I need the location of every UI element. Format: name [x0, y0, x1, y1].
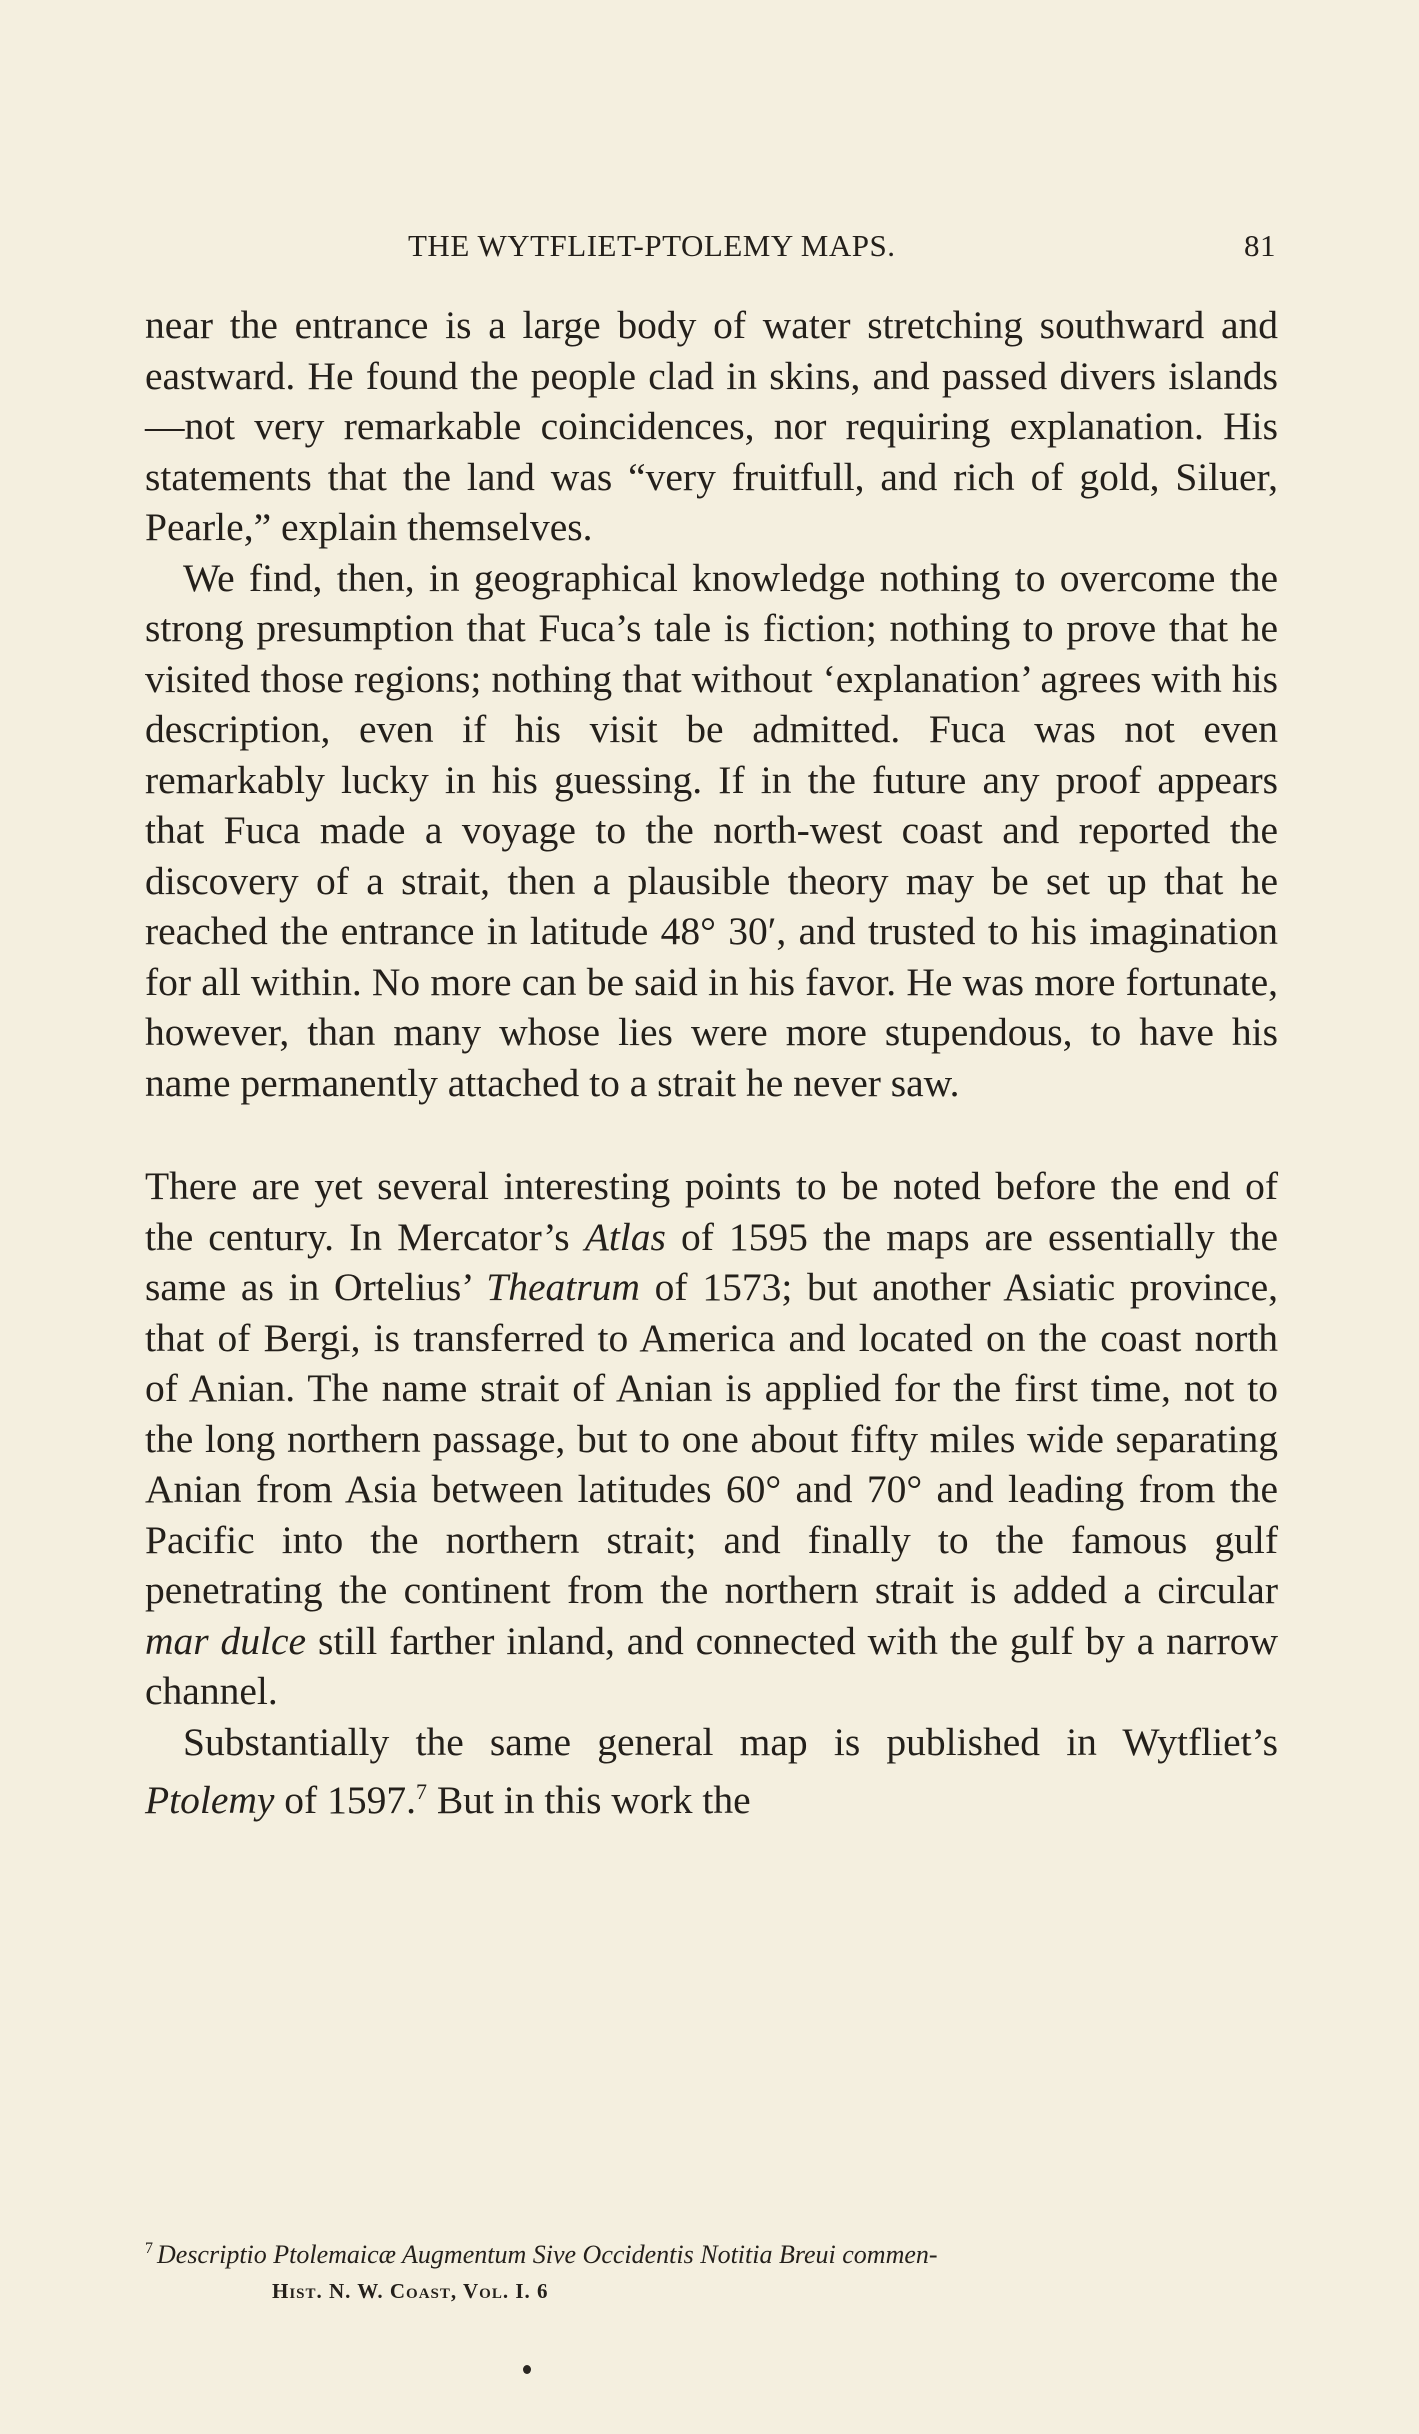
paragraph-3-part-c: of 1573; but another Asiatic province, that of Bergi, is transferred to America and located on the coast north of Anian. The name strait of Anian is applied for the first time, not to the long northern passage, but to one about fifty miles wide separating Anian from Asia between latitudes 60° and 70° and leading from the Pacific into the northern strait; and finally to the famous gulf penetrating the continent from the northern strait is added a circular	[145, 1265, 1278, 1612]
ptolemy-title: Ptolemy	[145, 1778, 275, 1823]
paragraph-4-part-a: Substantially the same general map is published in Wytfliet’s	[183, 1719, 1278, 1764]
running-title: THE WYTFLIET-PTOLEMY MAPS.	[408, 228, 896, 263]
paragraph-1: near the entrance is a large body of water stretching southward and eastward. He found the people clad in skins, and passed divers islands—not very remarkable coincidences, nor requiring explanation. His statements that the land was “very fruitfull, and rich of gold, Siluer, Pearle,” explain themselves.	[145, 303, 1278, 549]
footnote-text: Descriptio Ptolemaicæ Augmentum Sive Occidentis Notitia Breui commen-	[157, 2240, 938, 2269]
paragraph-3-part-d: still farther inland, and connected with the gulf by a narrow channel.	[145, 1618, 1279, 1713]
paragraph-3-part-b: of 1595 the maps are essentially the same as in Ortelius’	[145, 1214, 1278, 1309]
atlas-title: Atlas	[584, 1214, 666, 1259]
main-text	[145, 300, 1278, 1826]
theatrum-title: Theatrum	[486, 1265, 640, 1309]
paragraph-3	[145, 1161, 1278, 1717]
footnote-marker: 7	[145, 2240, 153, 2258]
paragraph-3-part-a: There are yet several interesting points to be noted before the end of the century. In Mercator’s	[145, 1164, 1278, 1259]
paragraph-2: We find, then, in geographical knowledge nothing to overcome the strong presumption that Fuca’s tale is fiction; nothing to prove that he visited those regions; nothing that without ‘explanation’ agrees with his description, even if his visit be admitted. Fuca was not even remarkably lucky in his guessing. If in the future any proof appears that Fuca made a voyage to the north-west coast and reported the discovery of a strait, then a plausible theory may be set up that he reached the entrance in latitude 48° 30′, and trusted to his imagination for all within. No more can be said in his favor. He was more fortunate, however, than many whose lies were more stupendous, to have his name permanently attached to a strait he never saw.	[145, 555, 1278, 1105]
footnote	[145, 2240, 1285, 2270]
page-number: 81	[1244, 228, 1276, 263]
footnote-reference: 7	[415, 1779, 427, 1804]
paragraph-4-part-c: But in this work the	[426, 1778, 751, 1823]
paragraph-4	[145, 1717, 1278, 1826]
ink-dot	[523, 2365, 531, 2374]
signature-line: Hist. N. W. Coast, Vol. I. 6	[272, 2279, 549, 2303]
mar-dulce-term: mar dulce	[145, 1618, 307, 1663]
paragraph-4-part-b: of 1597.	[274, 1778, 416, 1823]
